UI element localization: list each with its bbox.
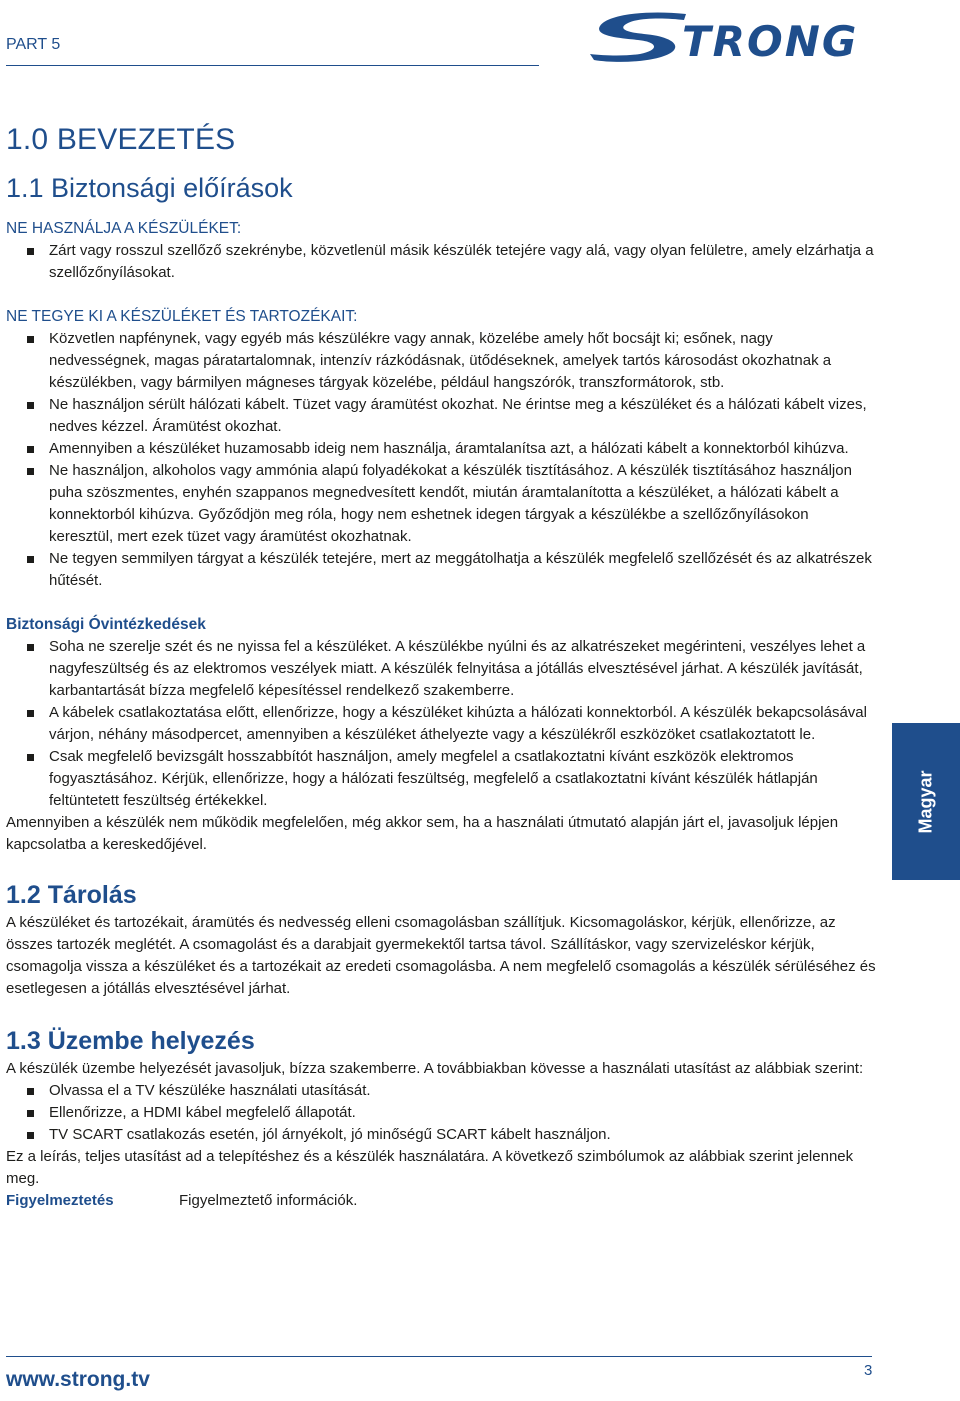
- bullet-icon: [27, 710, 34, 717]
- warning-symbol-description: Figyelmeztető információk.: [179, 1192, 358, 1209]
- installation-intro: A készülék üzembe helyezését javasoljuk, bízza szakemberre. A továbbiakban kövesse a használati utasítást az alábbiak szerint:: [6, 1060, 864, 1077]
- bullet-icon: [27, 644, 34, 651]
- svg-text:TRONG: TRONG: [682, 17, 859, 64]
- chapter-title: 1.0 BEVEZETÉS: [6, 123, 236, 156]
- do-not-expose-list: [6, 328, 876, 592]
- section-title-storage: 1.2 Tárolás: [6, 881, 137, 909]
- bullet-icon: [27, 402, 34, 409]
- list-item: Közvetlen napfénynek, vagy egyéb más készülékre vagy annak, közelébe amely hőt bocsájt ki; esőnek, nagy nedvességnek, magas páratartalomnak, intenzív rázkódásnak, ütődéseknek, amelyek tartós károsodást okozhatnak a készülékben, vagy bármilyen mágneses tárgyak közelébe, például hangszórók, transzformátorok, stb.: [6, 328, 876, 394]
- bullet-icon: [27, 754, 34, 761]
- storage-text: A készüléket és tartozékait, áramütés és nedvesség elleni csomagolásban szállítjuk. Kicsomagoláskor, kérjük, ellenőrizze, az összes tartozék meglétét. A csomagolást és a darabjait gyermekektől tartsa távol. Szállításkor, vagy szervizeléskor kérjük, csomagolja vissza a készüléket és a tartozékait az eredeti csomagolásba. A nem megfelelő csomagolás a készülék sérüléséhez és esetlegesen a jótállás elvesztésével járhat.: [6, 914, 876, 997]
- footer-divider: [6, 1356, 872, 1357]
- website-link[interactable]: www.strong.tv: [6, 1368, 150, 1391]
- list-item: Zárt vagy rosszul szellőző szekrénybe, közvetlenül másik készülék tetejére vagy alá, vagy olyan felületre, amely elzárhatja a szellőzőnyílásokat.: [6, 240, 876, 284]
- bullet-icon: [27, 1132, 34, 1139]
- symbol-legend-row: [6, 1190, 876, 1212]
- part-label: PART 5: [6, 36, 61, 53]
- installation-list: [6, 1080, 876, 1146]
- header-divider: [6, 65, 539, 66]
- main-content: [6, 118, 876, 1212]
- bullet-icon: [27, 468, 34, 475]
- list-item: Ellenőrizze, a HDMI kábel megfelelő állapotát.: [6, 1102, 876, 1124]
- list-item: TV SCART csatlakozás esetén, jól árnyékolt, jó minőségű SCART kábelt használjon.: [6, 1124, 876, 1146]
- bullet-icon: [27, 248, 34, 255]
- bullet-icon: [27, 556, 34, 563]
- warning-symbol-label: Figyelmeztetés: [6, 1192, 114, 1209]
- bullet-icon: [27, 1110, 34, 1117]
- language-tab-label: Magyar: [915, 769, 936, 834]
- precautions-list: [6, 636, 876, 812]
- list-item: Ne tegyen semmilyen tárgyat a készülék tetejére, mert az meggátolhatja a készülék megfelelő szellőzését és az alkatrészek hűtését.: [6, 548, 876, 592]
- bullet-icon: [27, 446, 34, 453]
- strong-logo: [588, 8, 878, 64]
- do-not-use-list: [6, 240, 876, 284]
- bullet-icon: [27, 336, 34, 343]
- list-item: Ne használjon, alkoholos vagy ammónia alapú folyadékokat a készülék tisztításához. A készülék tisztításához használjon puha szöszmentes, enyhén szappanos megnedvesített kendőt, miután áramtalanította a készüléket, a hálózati kábelt a konnektorból kihúzva. Győződjön meg róla, hogy nem eshetnek idegen tárgyak a készülékbe a szellőzőnyílásokon keresztül, mert ezek tüzet vagy áramütést okozhatnak.: [6, 460, 876, 548]
- installation-outro: Ez a leírás, teljes utasítást ad a telepítéshez és a készülék használatára. A következő szimbólumok az alábbiak szerint jelennek meg.: [6, 1148, 854, 1187]
- language-tab: [892, 723, 960, 880]
- list-item: A kábelek csatlakoztatása előtt, ellenőrizze, hogy a készüléket kihúzta a hálózati konnektorból. A készülék bekapcsolásával várjon, néhány másodpercet, amennyiben a készüléket áthelyezte vagy a készülékről eszközöket csatlakoztatott le.: [6, 702, 876, 746]
- list-item: Amennyiben a készüléket huzamosabb ideig nem használja, áramtalanítsa azt, a hálózati kábelt a konnektorból kihúzva.: [6, 438, 876, 460]
- list-item: Csak megfelelő bevizsgált hosszabbítót használjon, amely megfelel a csatlakoztatni kívánt eszközök elektromos fogyasztásához. Kérjük, ellenőrizze, hogy a hálózati feszültség, megfelelő a csatlakoztatni kívánt készülék hátlapján feltüntetett feszültség értékekkel.: [6, 746, 876, 812]
- precautions-heading: Biztonsági Óvintézkedések: [6, 616, 206, 633]
- do-not-use-heading: NE HASZNÁLJA A KÉSZÜLÉKET:: [6, 220, 242, 237]
- do-not-expose-heading: NE TEGYE KI A KÉSZÜLÉKET ÉS TARTOZÉKAIT:: [6, 308, 358, 325]
- precautions-closing: Amennyiben a készülék nem működik megfelelően, még akkor sem, ha a használati útmutató alapján járt el, javasoljuk lépjen kapcsolatba a kereskedőjével.: [6, 814, 839, 853]
- bullet-icon: [27, 1088, 34, 1095]
- section-title-installation: 1.3 Üzembe helyezés: [6, 1027, 255, 1055]
- list-item: Ne használjon sérült hálózati kábelt. Tüzet vagy áramütést okozhat. Ne érintse meg a készüléket és a hálózati kábelt vizes, nedves kézzel. Áramütést okozhat.: [6, 394, 876, 438]
- list-item: Soha ne szerelje szét és ne nyissa fel a készüléket. A készülékbe nyúlni és az alkatrészeket megérinteni, veszélyes lehet a nagyfeszültség és az elektromos veszélyek miatt. A készülék felnyitása a jótállás elvesztésével járhat. A készülék javítását, karbantartását bízza megfelelő képesítéssel rendelkező szakemberre.: [6, 636, 876, 702]
- section-title-safety: 1.1 Biztonsági előírások: [6, 173, 293, 203]
- page-number: 3: [864, 1362, 873, 1379]
- list-item: Olvassa el a TV készüléke használati utasítását.: [6, 1080, 876, 1102]
